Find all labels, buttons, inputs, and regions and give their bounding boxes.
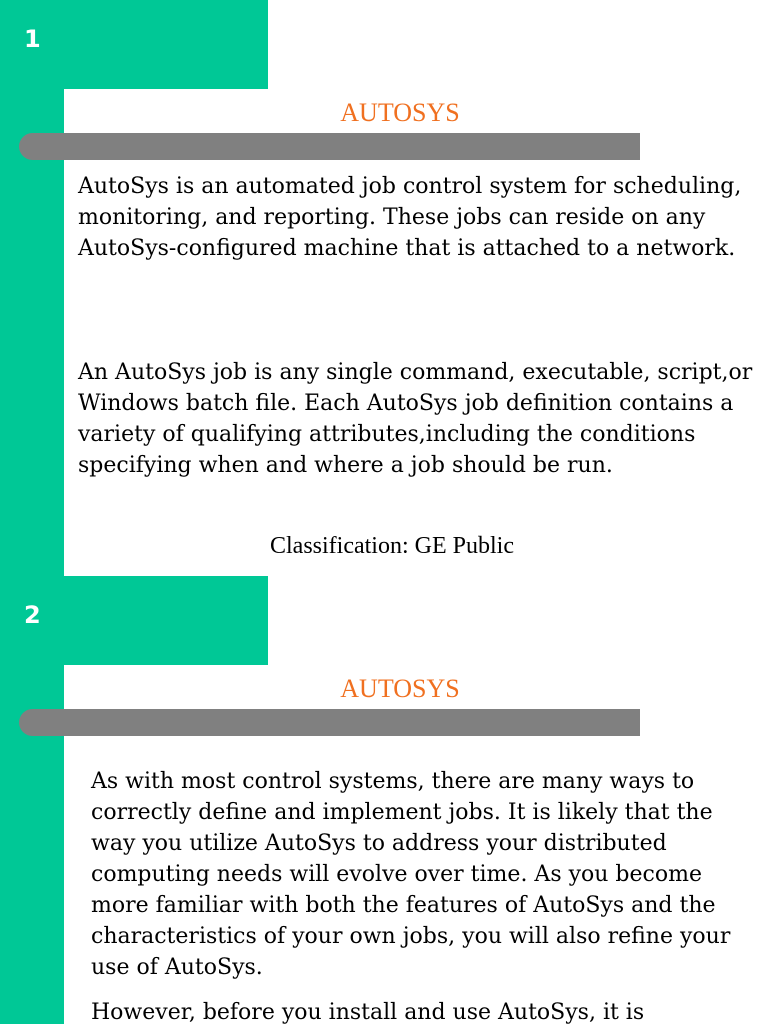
body-paragraph: However, before you install and use AutoSys, it is xyxy=(91,1000,645,1024)
body-paragraph: As with most control systems, there are many ways to correctly define and implement jobs. It is likely that the way you utilize AutoSys to address your distributed computing needs will evolve over time. As you become more familiar with both the features of AutoSys and the characteristics of your own jobs, you will also refine your use of AutoSys. xyxy=(91,769,731,980)
accent-block-side xyxy=(0,89,64,576)
slide-title: AUTOSYS xyxy=(340,98,460,127)
slide-number: 1 xyxy=(24,25,41,53)
slide-2 xyxy=(0,576,768,1024)
body-paragraph: AutoSys is an automated job control system for scheduling, monitoring, and reporting. These jobs can reside on any AutoSys-configured machine that is attached to a network. xyxy=(78,174,742,261)
classification-label: Classification: GE Public xyxy=(270,533,514,559)
slide-number: 2 xyxy=(24,601,41,629)
slide-title: AUTOSYS xyxy=(340,674,460,703)
title-divider-bar xyxy=(19,709,640,736)
body-paragraph: An AutoSys job is any single command, executable, script,or Windows batch file. Each AutoSys job definition contains a variety of qualifying attributes,including the conditions specifying when and where a job should be run. xyxy=(78,360,753,478)
title-divider-bar xyxy=(19,133,640,160)
